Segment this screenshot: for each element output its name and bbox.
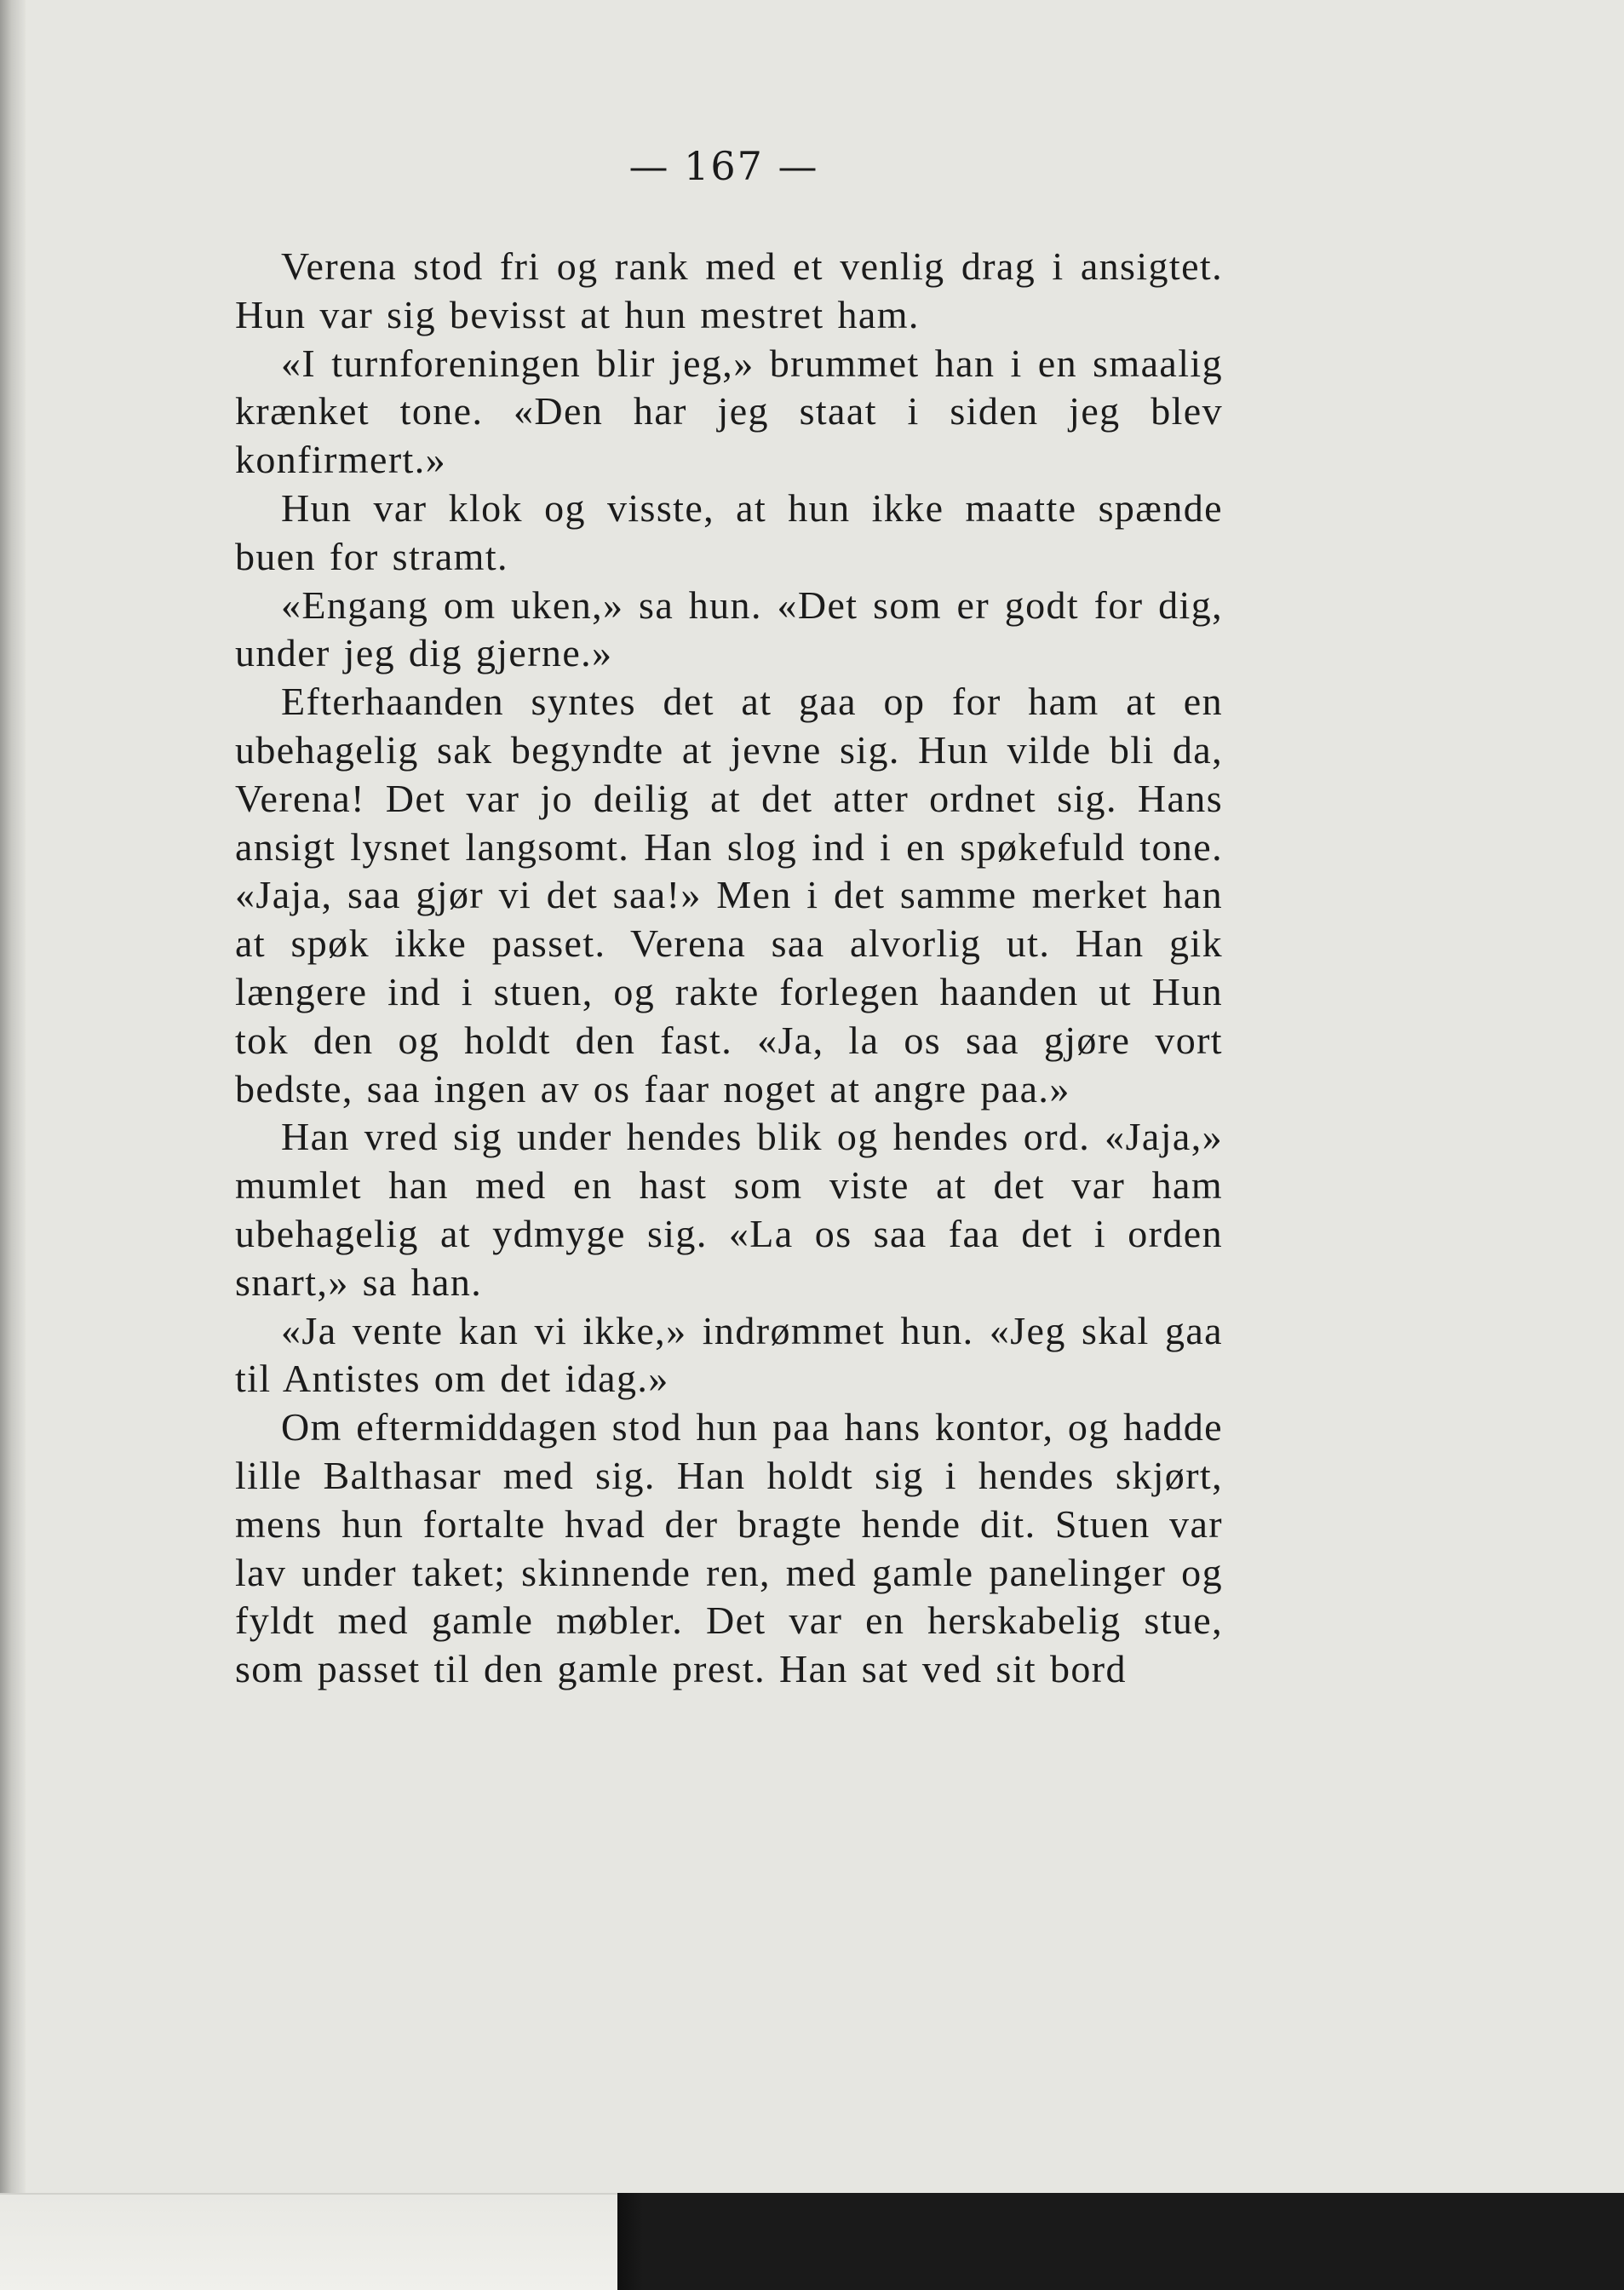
body-text: [235, 243, 1223, 1694]
paragraph: «Engang om uken,» sa hun. «Det som er godt for dig, under jeg dig gjerne.»: [235, 583, 1223, 675]
paragraph: «Ja vente kan vi ikke,» indrømmet hun. «Jeg skal gaa til Antistes om det idag.»: [235, 1308, 1223, 1401]
scan-background: [617, 2193, 1624, 2290]
paragraph: Verena stod fri og rank med et venlig drag i ansigtet. Hun var sig bevisst at hun mestret ham.: [235, 244, 1223, 336]
paragraph: Om eftermiddagen stod hun paa hans kontor, og hadde lille Balthasar med sig. Han holdt sig i hendes skjørt, mens hun fortalte hvad der bragte hende dit. Stuen var lav under taket; skinnende ren, med gamle panelinger og fyldt med gamle møbler. Det var en herskabelig stue, som passet til den gamle prest. Han sat ved sit bord: [235, 1405, 1223, 1691]
page-spine-shadow: [0, 0, 26, 2290]
page-edge-shadow: [617, 2193, 643, 2290]
paragraph: «I turnforeningen blir jeg,» brummet han i en smaalig krænket tone. «Den har jeg staat i siden jeg blev konfirmert.»: [235, 341, 1223, 482]
next-page-edge: [0, 2193, 617, 2290]
paragraph: Hun var klok og visste, at hun ikke maatte spænde buen for stramt.: [235, 485, 1223, 578]
paragraph: Efterhaanden syntes det at gaa op for ham at en ubehagelig sak begyndte at jevne sig. Hun vilde bli da, Verena! Det var jo deilig at det atter ordnet sig. Hans ansigt lysnet langsomt. Han slog ind i en spøkefuld tone. «Jaja, saa gjør vi det saa!» Men i det samme merket han at spøk ikke passet. Verena saa alvorlig ut. Han gik længere ind i stuen, og rakte forlegen haanden ut Hun tok den og holdt den fast. «Ja, la os saa gjøre vort bedste, saa ingen av os faar noget at angre paa.»: [235, 680, 1223, 1111]
paragraph: Han vred sig under hendes blik og hendes ord. «Jaja,» mumlet han med en hast som viste at det var ham ubehagelig at ydmyge sig. «La os saa faa det i orden snart,» sa han.: [235, 1115, 1223, 1304]
page-number: — 167 —: [628, 143, 819, 189]
